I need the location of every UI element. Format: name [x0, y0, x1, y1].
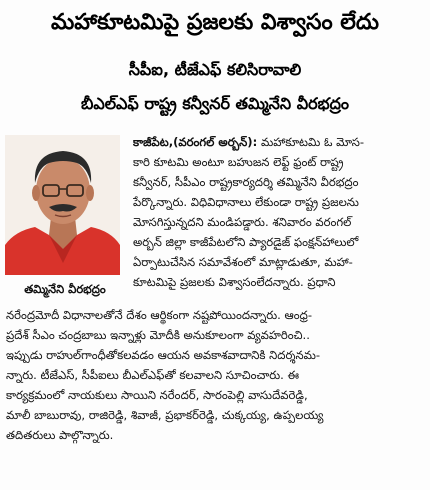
article-line-15: తదితరులు పాల్గొన్నారు. [6, 428, 114, 442]
article-line-11: ఇప్పుడు రాహుల్‌గాంధీతోకలవడం ఆయన అవకాశవాదానికి నిదర్శనమ- [6, 348, 321, 362]
portrait-photo [5, 135, 120, 275]
article-line-13: కార్యక్రమంలో నాయకులు సాయిని నరేందర్, సారంపెల్లి వాసుదేవరెడ్డి, [6, 388, 308, 402]
dateline: కాజీపేట,(వరంగల్ అర్బన్): [133, 135, 258, 149]
portrait-illustration [5, 135, 120, 275]
article-line-2: కారి కూటమి అంటూ బహుజన లెఫ్ట్ ఫ్రంట్ రాష్ట్ర [133, 155, 344, 169]
article-line-4: పేర్కొన్నారు. విధివిధానాలు లేకుండా రాష్ట్ర ప్రజలను [133, 195, 359, 209]
article-line-3: కన్వీనర్, సీపీఎం రాష్ట్రకార్యదర్శి తమ్మినేని వీరభద్రం [133, 175, 359, 189]
subheading-2: బీఎల్ఎఫ్ రాష్ట్ర కన్వీనర్ తమ్మినేని వీరభద్రం [81, 94, 349, 113]
article-line-8: కూటమిపై ప్రజలకు విశ్వాసంలేదన్నారు. ప్రధాని [133, 275, 336, 289]
article-line-12: న్నారు. టీజేఎస్, సీపీఐలు బీఎల్ఎఫ్‌తో కలవాలని సూచించారు. ఈ [6, 368, 300, 382]
headline: మహాకూటమిపై ప్రజలకు విశ్వాసం లేదు [50, 10, 380, 35]
article-line-5: మోసగిస్తున్నదని మండిపడ్డారు. శనివారం వరంగల్ [133, 215, 352, 229]
article-line-1: కాజీపేట,(వరంగల్ అర్బన్): మహాకూటమి ఓ మోస- [133, 135, 365, 149]
photo-caption: తమ్మినేని వీరభద్రం [24, 282, 106, 296]
article-line-6: అర్బన్ జిల్లా కాజీపేటలోని ప్యారడైజ్ ఫంక్షన్‌హాలులో [133, 235, 359, 249]
article-line-14: మాలీ బాబురావు, రాజిరెడ్డి, శివాజీ, ప్రభాకర్‌రెడ్డి, చుక్కయ్య, ఉప్పలయ్య [6, 408, 324, 422]
article-line-9: నరేంద్రమోదీ విధానాలతోనే దేశం ఆర్థికంగా నష్టపోయిందన్నారు. ఆంధ్ర- [6, 308, 313, 322]
article-line-10: ప్రదేశ్ సీఎం చంద్రబాబు ఇన్నాళ్లు మోదీకి అనుకూలంగా వ్యవహరించి.. [6, 328, 310, 342]
subheading-1: సీపీఐ, టీజేఎఫ్ కలిసిరావాలి [128, 60, 302, 79]
article-line-7: ఏర్పాటుచేసిన సమావేశంలో మాట్లాడుతూ, మహా- [133, 255, 353, 269]
